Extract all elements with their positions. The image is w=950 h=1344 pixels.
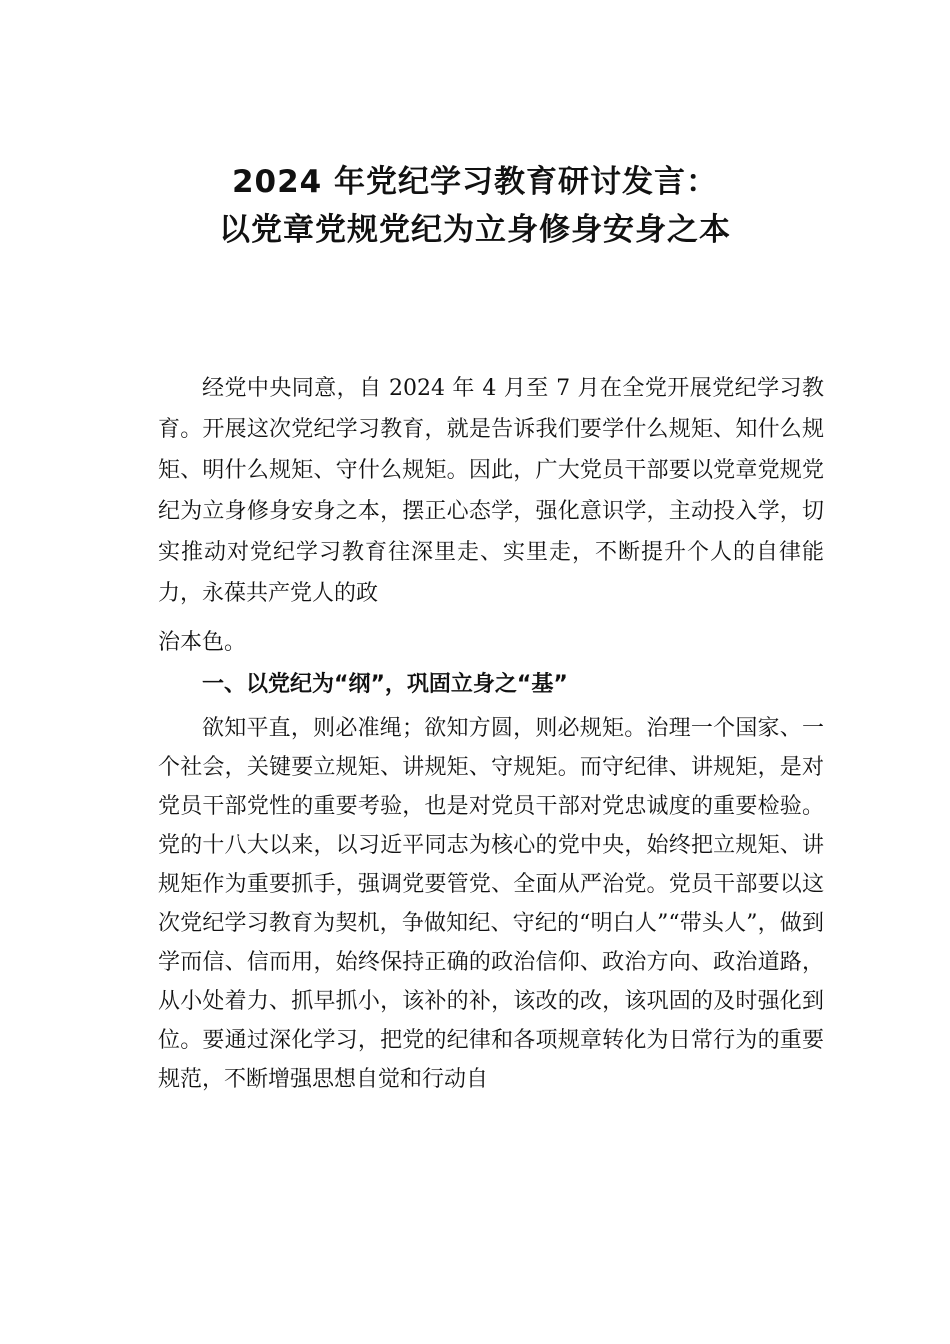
document-title (0, 160, 950, 252)
section-1-heading: 一、以党纪为“纲”，巩固立身之“基” (202, 672, 568, 697)
document-body (158, 368, 824, 1099)
section-1-paragraph: 欲知平直，则必准绳；欲知方圆，则必规矩。治理一个国家、一个社会，关键要立规矩、讲规矩、守规矩。而守纪律、讲规矩，是对党员干部党性的重要考验，也是对党员干部对党忠诚度的重要检验。党的十八大以来，以习近平同志为核心的党中央，始终把立规矩、讲规矩作为重要抓手，强调党要管党、全面从严治党。党员干部要以这次党纪学习教育为契机，争做知纪、守纪的“明白人”“带头人”，做到学而信、信而用，始终保持正确的政治信仰、政治方向、政治道路，从小处着力、抓早抓小，该补的补，该改的改，该巩固的及时强化到位。要通过深化学习，把党的纪律和各项规章转化为日常行为的重要规范，不断增强思想自觉和行动自 (158, 716, 824, 1092)
title-line-1: 2024 年党纪学习教育研讨发言： (231, 164, 719, 200)
intro-continuation: 治本色。 (158, 630, 247, 655)
intro-paragraph: 经党中央同意，自 2024 年 4 月至 7 月在全党开展党纪学习教育。开展这次党纪学习教育，就是告诉我们要学什么规矩、知什么规矩、明什么规矩、守什么规矩。因此，广大党员干部要以党章党规党纪为立身修身安身之本，摆正心态学，强化意识学，主动投入学，切实推动对党纪学习教育往深里走、实里走，不断提升个人的自律能力，永葆共产党人的政 (158, 376, 824, 606)
title-line-2: 以党章党规党纪为立身修身安身之本 (219, 212, 731, 248)
